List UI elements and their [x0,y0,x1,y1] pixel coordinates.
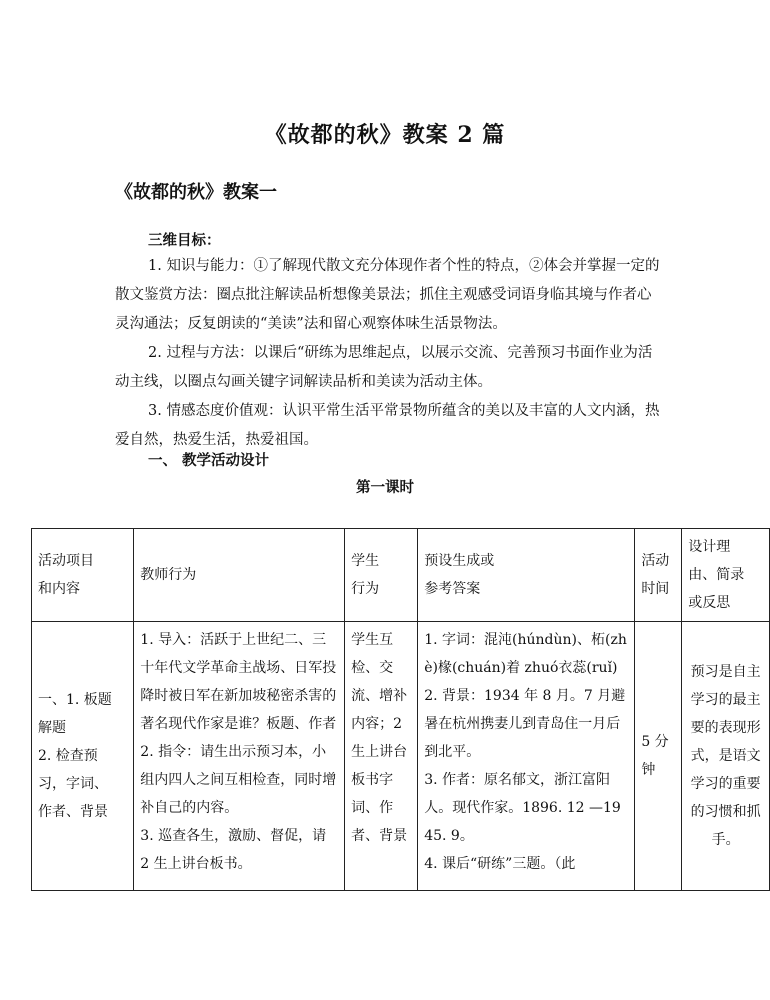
header-expected-answer: 预设生成或 参考答案 [418,529,635,622]
goal-paragraph-1: 1. 知识与能力：①了解现代散文充分体现作者个性的特点，②体会并掌握一定的散文鉴赏方法：圈点批注解读品析想像美景法；抓住主观感受词语身临其境与作者心灵沟通法；反复朗读的“美读”法和留心观察体味生活景物法。 [115,258,660,332]
goal-paragraph-2: 2. 过程与方法：以课后“研练为思维起点，以展示交流、完善预习书面作业为活动主线，以圈点勾画关键字词解读品析和美读为活动主体。 [115,345,653,390]
header-activity-time: 活动 时间 [635,529,682,622]
table-header-row [32,529,770,622]
header-activity-item: 活动项目 和内容 [32,529,134,622]
activity-design-heading: 一、 教学活动设计 [148,452,270,469]
goal-paragraph-3: 3. 情感态度价值观：认识平常生活平常景物所蕴含的美以及丰富的人文内涵，热爱自然，热爱生活，热爱祖国。 [115,403,660,448]
header-teacher-behavior: 教师行为 [134,529,345,622]
cell-student-behavior: 学生互检、交流、增补内容；2 生上讲台板书字词、作者、背景 [345,622,418,891]
cell-activity-time: 5 分 钟 [635,622,682,891]
goals-heading: 三维目标： [148,232,221,249]
cell-design-reason: 预习是自主学习的最主要的表现形式，是语文学习的重要的习惯和抓手。 [682,622,770,891]
cell-expected-answer: 1. 字词：混沌(húndùn)、柘(zhè)椽(chuán)着 zhuó衣蕊(ruǐ) 2. 背景：1934 年 8 月。7 月避暑在杭州携妻儿到青岛住一月后到北平。 3. 作者：原名郁文，浙江富阳人。现代作家。1896. 12 —1945. 9。 4. 课后“研练”三题。（此 [418,622,635,891]
section-title: 《故都的秋》教案一 [115,182,277,203]
class-period-title: 第一课时 [356,479,414,496]
document-title: 《故都的秋》教案 2 篇 [264,122,506,148]
lesson-plan-table [31,528,770,891]
cell-teacher-behavior: 1. 导入：活跃于上世纪二、三十年代文学革命主战场、日军投降时被日军在新加坡秘密杀害的著名现代作家是谁？板题、作者 2. 指令：请生出示预习本，小组内四人之间互相检查，同时增补自己的内容。 3. 巡查各生，激励、督促，请 2 生上讲台板书。 [134,622,345,891]
cell-activity-item: 一、1. 板题 解题 2. 检查预 习，字词、 作者、背景 [32,622,134,891]
table-row [32,622,770,891]
header-design-reason: 设计理 由、简录 或反思 [682,529,770,622]
header-student-behavior: 学生 行为 [345,529,418,622]
